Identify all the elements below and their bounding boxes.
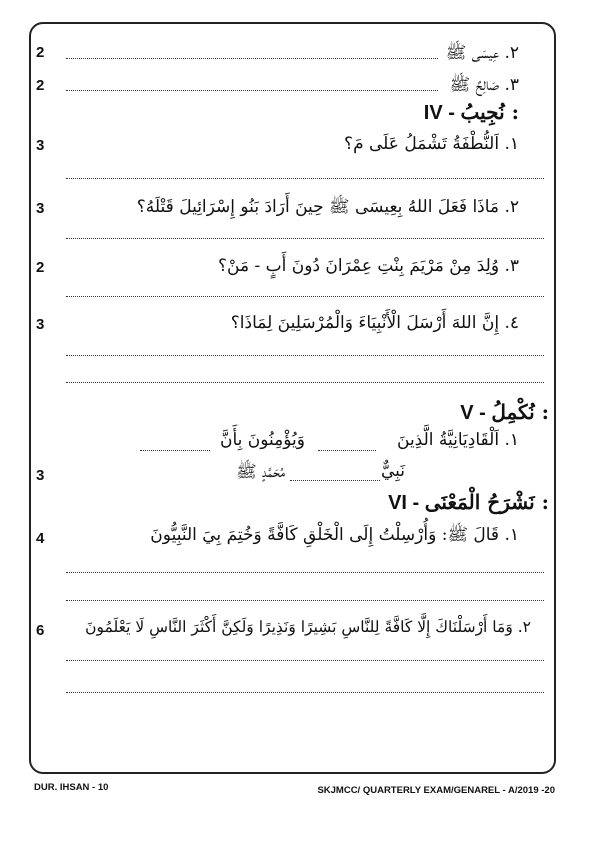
complete-part-1: ١. اَلْقَادِيَانِيَّةُ الَّذِينَ xyxy=(397,430,519,450)
footer-right: SKJMCC/ QUARTERLY EXAM/GENAREL - A/2019 -20 xyxy=(317,785,555,796)
mark-iii-3: 2 xyxy=(36,77,45,94)
question-iv-1: ١. اَلنُّطْفَةُ تَشْمَلُ عَلَى مَ؟ xyxy=(344,134,519,154)
answer-line xyxy=(66,572,544,573)
section-iv-heading xyxy=(424,100,519,125)
section-iv-dash: - xyxy=(442,102,461,124)
mark-v-1: 3 xyxy=(36,467,45,484)
mark-vi-1: 4 xyxy=(36,530,45,547)
blank-line xyxy=(140,450,210,451)
question-iv-2: ٢. مَاذَا فَعَلَ اللهُ بِعِيسَى ﷺ حِينَ أَرَادَ بَنُو إِسْرَائِيلَ قَتْلَهُ؟ xyxy=(136,197,519,217)
answer-line xyxy=(66,296,544,297)
answer-line xyxy=(66,692,544,693)
answer-line xyxy=(66,58,438,59)
answer-line xyxy=(66,238,544,239)
section-v-title: نُكْمِلُ : xyxy=(491,400,549,424)
section-vi-dash: - xyxy=(406,492,425,514)
question-vi-1: ١. قَالَ ﷺ: وَأُرْسِلْتُ إِلَى الْخَلْقِ كَافَّةً وَخُتِمَ بِيَ النَّبِيُّونَ xyxy=(150,525,519,545)
mark-iv-1: 3 xyxy=(36,137,45,154)
question-iv-3: ٣. وُلِدَ مِنْ مَرْيَمَ بِنْتِ عِمْرَانَ دُونَ أَبٍ - مَنْ؟ xyxy=(218,256,519,276)
answer-line xyxy=(66,382,544,383)
section-iv-title: نُجِيبُ : xyxy=(460,100,519,124)
complete-part-4: نَبِيٌّ xyxy=(380,461,405,481)
section-vi-heading xyxy=(388,490,549,515)
mark-vi-2: 6 xyxy=(36,622,45,639)
mark-iii-2: 2 xyxy=(36,44,45,61)
answer-line xyxy=(66,178,544,179)
section-vi-title: نَشْرَحُ الْمَعْنَى : xyxy=(424,490,549,514)
question-iv-4: ٤. إِنَّ اللهَ أَرْسَلَ الْأَنْبِيَاءَ وَالْمُرْسَلِينَ لِمَاذَا؟ xyxy=(230,313,519,333)
blank-line xyxy=(318,450,376,451)
answer-line xyxy=(66,660,544,661)
section-v-numeral: V xyxy=(460,402,474,424)
mark-iv-2: 3 xyxy=(36,200,45,217)
section-vi-numeral: VI xyxy=(388,492,407,514)
question-iii-2: ٢. عِيسَى ﷺ xyxy=(445,43,519,63)
footer-left: DUR. IHSAN - 10 xyxy=(34,782,109,793)
answer-line xyxy=(66,90,438,91)
question-vi-2: ٢. وَمَا أَرْسَلْنَاكَ إِلَّا كَافَّةً لِلنَّاسِ بَشِيرًا وَنَذِيرًا وَلَكِنَّ أَكْثَرَ النَّاسِ لَا يَعْلَمُونَ xyxy=(85,618,531,636)
section-iv-numeral: IV xyxy=(423,102,443,124)
blank-line xyxy=(290,480,380,481)
answer-line xyxy=(66,355,544,356)
mark-iv-3: 2 xyxy=(36,259,45,276)
complete-part-3: مُحَمَّدٍ ﷺ xyxy=(236,462,285,482)
section-v-dash: - xyxy=(473,402,492,424)
section-v-heading xyxy=(460,400,549,425)
question-iii-3: ٣. صَالِحٌ ﷺ xyxy=(449,75,519,95)
complete-part-2: وَيُؤْمِنُونَ بِأَنَّ xyxy=(219,430,305,450)
mark-iv-4: 3 xyxy=(36,316,45,333)
answer-line xyxy=(66,600,544,601)
